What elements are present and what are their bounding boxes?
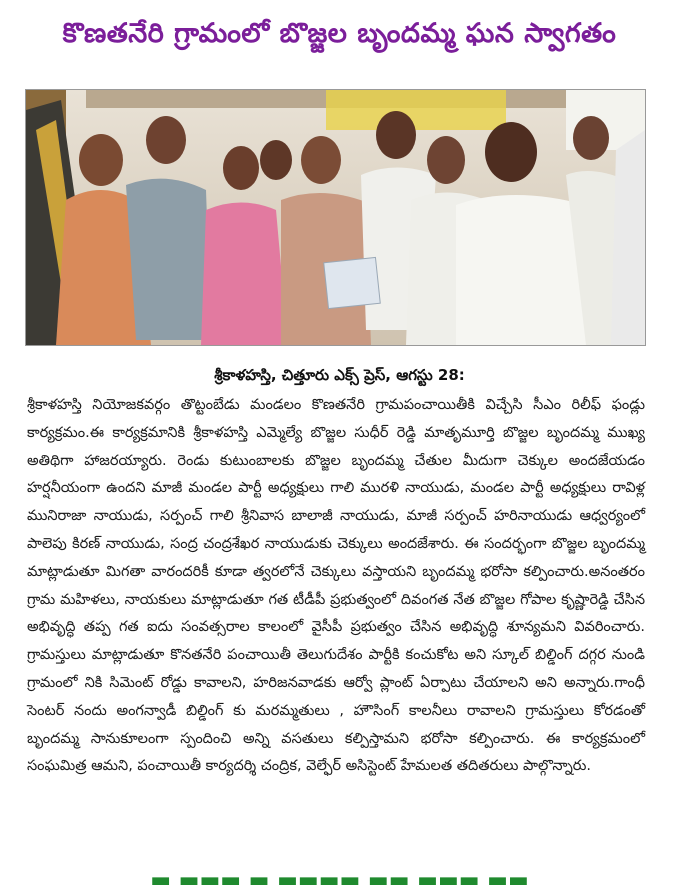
next-article-banner-art: ▬ ▬▬▬ ▬ ▬▬▬▬ ▬▬ ▬▬▬ ▬▬ <box>150 872 529 885</box>
next-article-banner <box>0 872 679 885</box>
article-body: శ్రీకాళహస్తి నియోజకవర్గం తొట్టంబేడు మండలం కొణతనేరి గ్రామపంచాయితీకి విచ్చేసి సీఎం రిలీఫ్ ఫండ్లు కార్యక్రమం.ఈ కార్యక్రమానికి శ్రీకాళహస్తి ఎమ్మెల్యే బొజ్జల సుధీర్ రెడ్డి మాతృమూర్తి బొజ్జల బృందమ్మ ముఖ్య అతిథిగా హాజరయ్యారు. రెండు కుటుంబాలకు బొజ్జల బృందమ్మ చేతుల మీదుగా చెక్కుల అందజేయడం హర్షనీయంగా ఉందని మాజీ మండల పార్టీ అధ్యక్షులు గాలి మురళి నాయుడు, మండల పార్టీ అధ్యక్షులు రావిళ్ల మునిరాజా నాయుడు, సర్పంచ్ గాలి శ్రీనివాస బాలాజీ నాయుడు, మాజీ సర్పంచ్ హరినాయుడు ఆధ్వర్యంలో పాలెపు కిరణ్ నాయుడు, సంద్ర చంద్రశేఖర నాయుడుకు చెక్కులు అందజేశారు. ఈ సందర్భంగా బొజ్జల బృందమ్మ మాట్లాడుతూ మిగతా వారందరికీ కూడా త్వరలోనే చెక్కులు వస్తాయని బృందమ్మ భరోసా కల్పించారు.అనంతరం గ్రామ మహిళలు, నాయకులు మాట్లాడుతూ గత టీడీపీ ప్రభుత్వంలో దివంగత నేత బొజ్జల గోపాల కృష్ణారెడ్డి చేసిన అభివృద్ధి తప్ప గత ఐదు సంవత్సరాల కాలంలో వైసీపీ ప్రభుత్వం చేసిన అభివృద్ధి శూన్యమని వివరించారు. గ్రామస్తులు మాట్లాడుతూ కొనతనేరి పంచాయితీ తెలుగుదేశం పార్టీకి కంచుకోట అని స్కూల్ బిల్డింగ్ దగ్గర నుండి గ్రామంలో నికి సిమెంట్ రోడ్డు కావాలని, హరిజనవాడకు ఆర్వో ప్లాంట్ ఏర్పాటు చేయాలని అని అన్నారు.గాంధీ సెంటర్ నందు అంగన్వాడీ బిల్డింగ్ కు మరమ్మతులు , హౌసింగ్ కాలనీలు రావాలని గ్రామస్తులు కోరడంతో బృందమ్మ సానుకూలంగా స్పందించి అన్ని వసతులు కల్పిస్తామని భరోసా కల్పించారు. ఈ కార్యక్రమంలో సంఘమిత్ర ఆమని, పంచాయితీ కార్యదర్శి చంద్రిక, వెల్ఫేర్ అసిస్టెంట్ హేమలత తదితరులు పాల్గొన్నారు. <box>27 397 645 775</box>
article-dateline: శ్రీకాళహస్తి, చిత్తూరు ఎక్స్ ప్రెస్, ఆగస్టు 28: <box>214 366 465 384</box>
article-headline: కొణతనేరి గ్రామంలో బొజ్జల బృందమ్మ ఘన స్వాగతం <box>62 18 617 49</box>
article-photo <box>25 89 646 346</box>
